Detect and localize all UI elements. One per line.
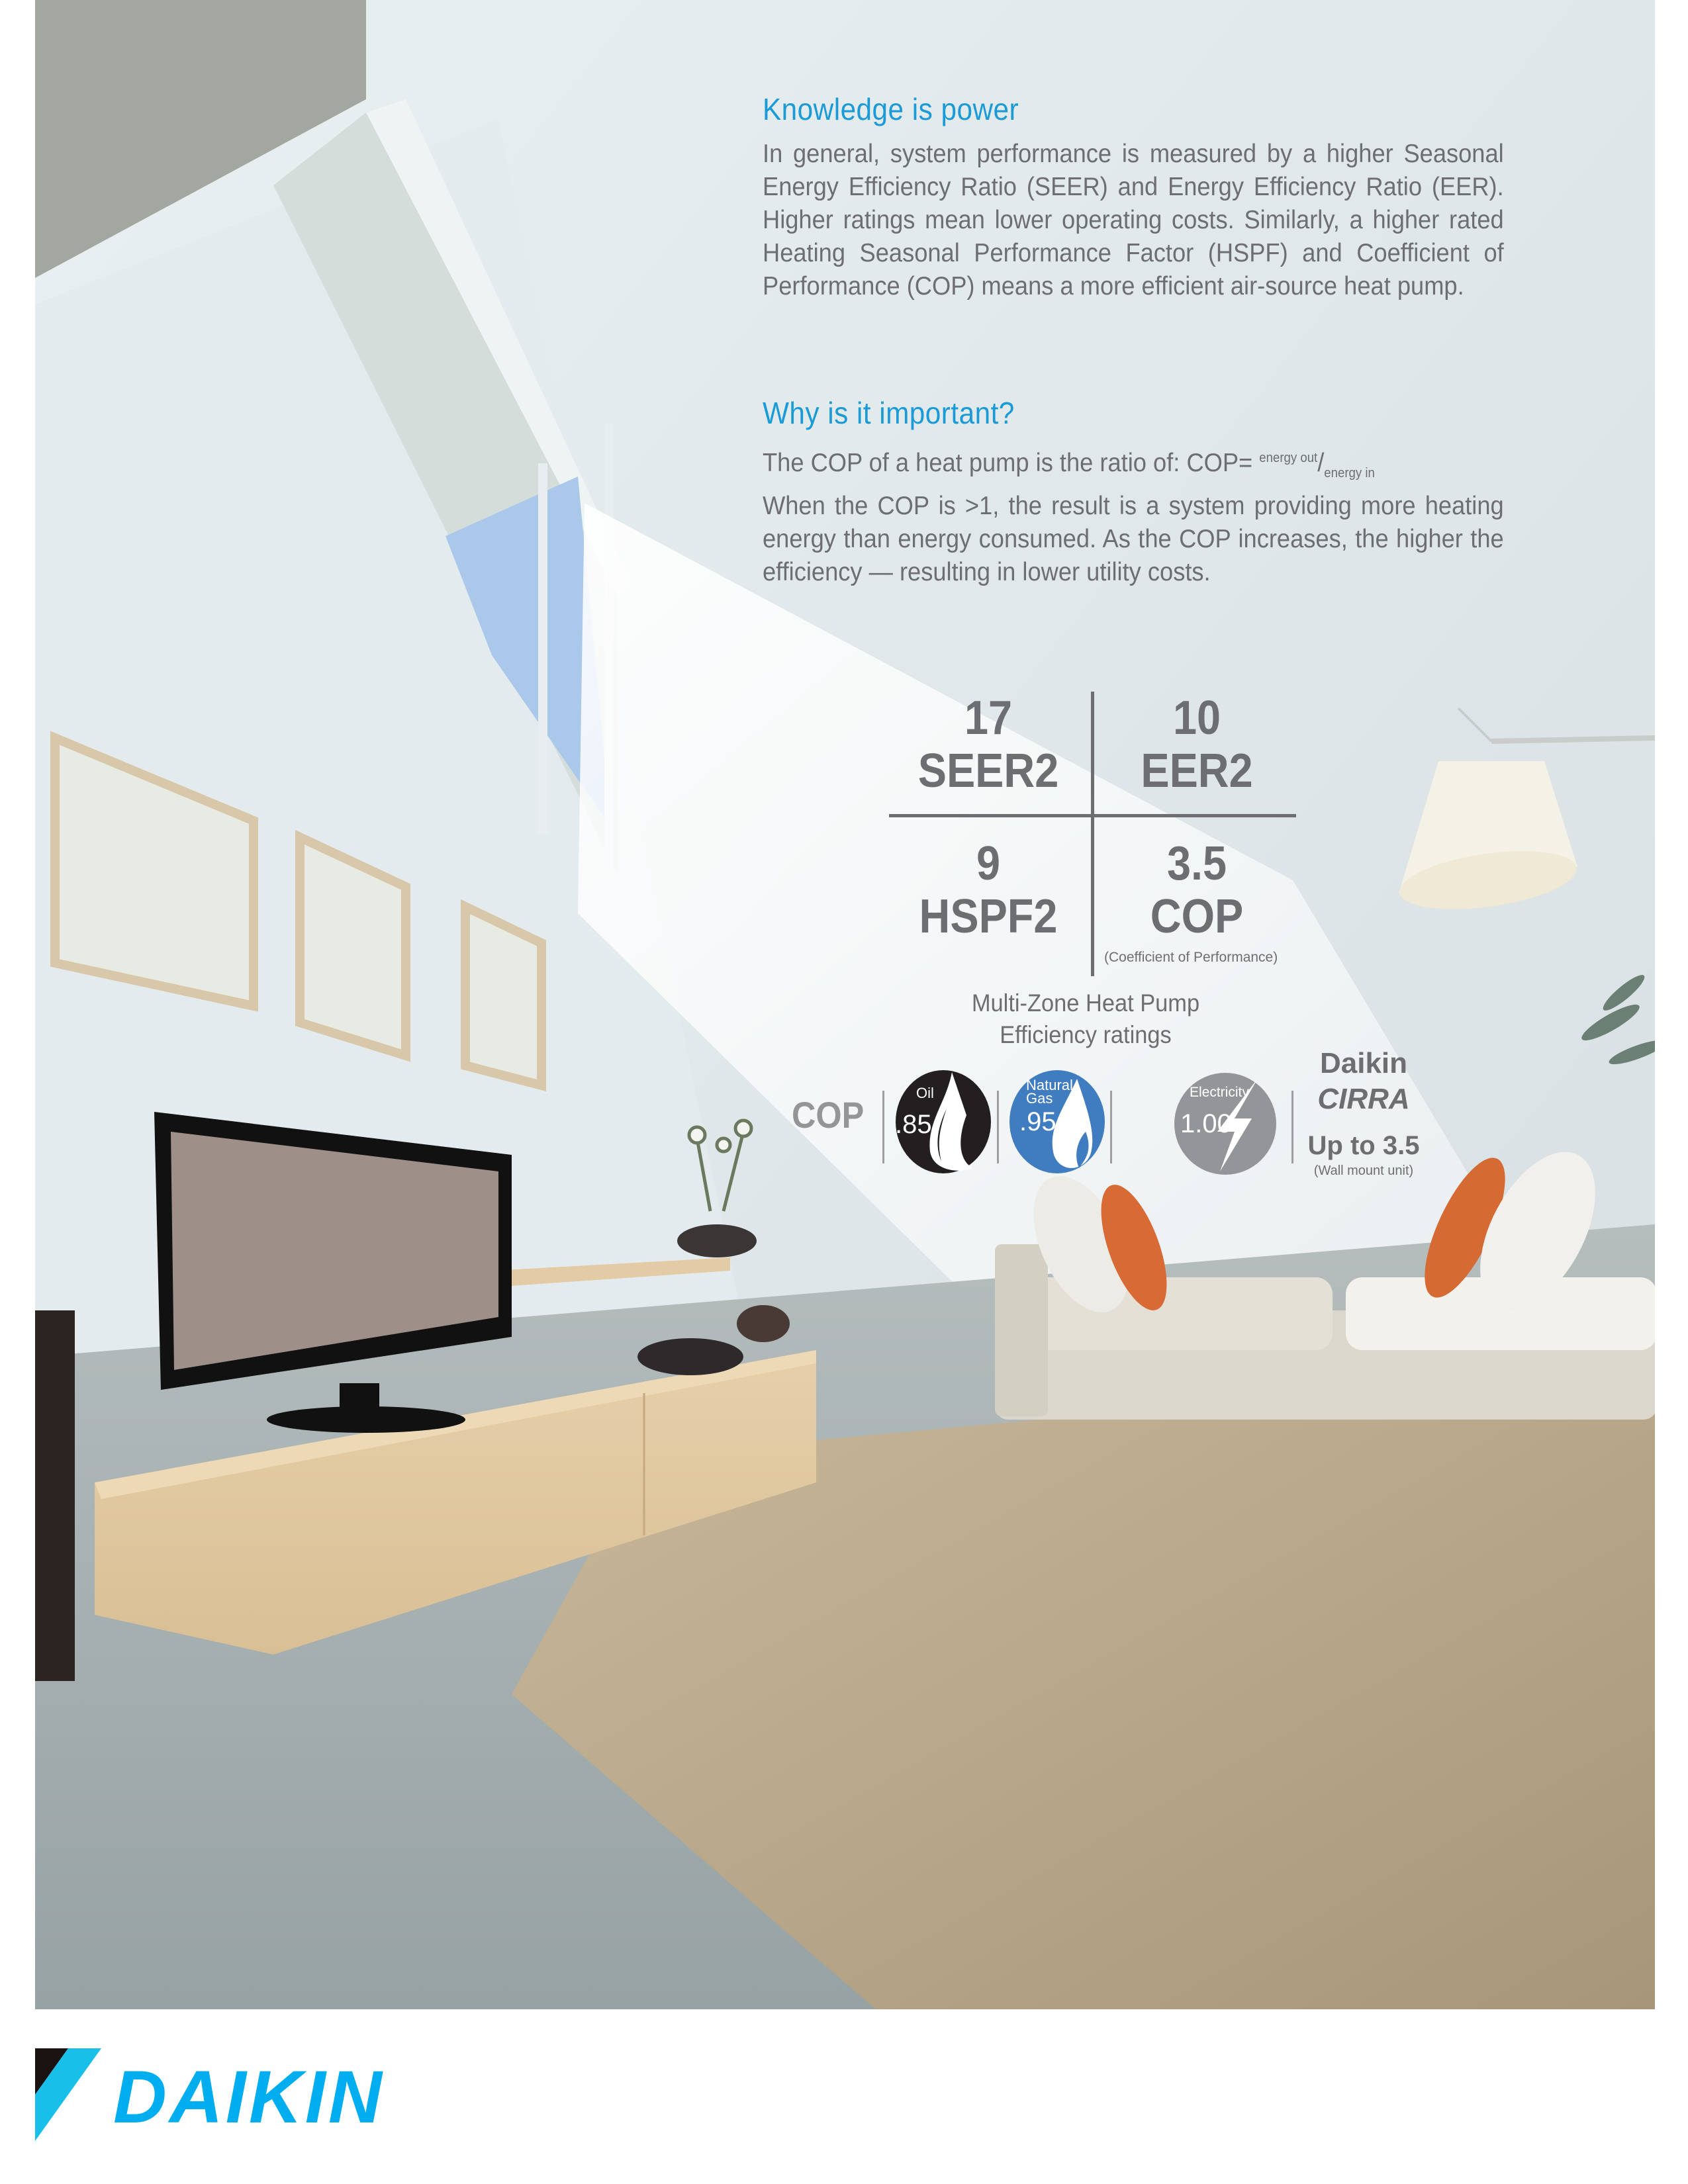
formula-slash: /	[1317, 449, 1325, 477]
separator	[1291, 1091, 1293, 1163]
grid-vertical-divider	[1091, 692, 1094, 976]
rating-label: COP	[1150, 890, 1244, 943]
fuel-electricity	[1174, 1072, 1277, 1175]
rating-value: 9	[976, 837, 1001, 890]
importance-section	[763, 395, 1504, 589]
rating-eer2	[1098, 692, 1296, 797]
multizone-caption	[938, 987, 1233, 1051]
product-model: CIRRA	[1317, 1083, 1410, 1115]
importance-body: When the COP is >1, the result is a system providing more heating energy than energy consumed. As the COP increases, the higher the efficiency — resulting in lower utility costs.	[763, 491, 1504, 586]
separator	[1110, 1091, 1112, 1163]
product-brand: Daikin	[1319, 1047, 1408, 1079]
rating-label: HSPF2	[919, 890, 1058, 943]
fuel-natural-gas	[1008, 1069, 1107, 1175]
rating-value: 3.5	[1166, 837, 1227, 890]
fuel-oil	[894, 1069, 993, 1175]
product-note: (Wall mount unit)	[1313, 1163, 1414, 1178]
fuel-name-line2: Gas	[1026, 1090, 1053, 1107]
formula-numerator: energy out	[1259, 451, 1318, 465]
cop-compare-label: COP	[792, 1094, 865, 1136]
fuel-name: Electricity	[1190, 1085, 1249, 1100]
fuel-cop-value: 1.00	[1180, 1109, 1232, 1138]
knowledge-section	[763, 91, 1504, 303]
cop-formula-line	[763, 441, 1504, 490]
fuel-name: Oil	[916, 1085, 934, 1101]
product-cop-rating: Up to 3.5	[1307, 1131, 1420, 1160]
rating-cop	[1098, 837, 1296, 943]
daikin-logo-mark	[35, 2048, 485, 2144]
rating-hspf2	[889, 837, 1088, 943]
separator	[882, 1091, 884, 1163]
fuel-cop-value: .95	[1019, 1107, 1056, 1136]
daikin-logo	[35, 2048, 485, 2148]
fuel-cop-value: .85	[895, 1110, 932, 1139]
fuel-name-line1: Natural	[1026, 1077, 1073, 1093]
multizone-line2: Efficiency ratings	[1000, 1021, 1172, 1048]
rating-label: EER2	[1141, 745, 1253, 797]
rating-seer2	[889, 692, 1088, 797]
knowledge-body: In general, system performance is measured by a higher Seasonal Energy Efficiency Ratio (SEER) and Energy Efficiency Ratio (EER). Higher ratings mean lower operating costs. Similarly, a higher rated Heating Seasonal Performance Factor (HSPF) and Coefficient of Performance (COP) means a more efficient air-source heat pump.	[763, 140, 1504, 300]
rating-value: 17	[964, 692, 1013, 745]
separator	[997, 1091, 999, 1163]
svg-text:DAIKIN: DAIKIN	[113, 2056, 385, 2138]
formula-lead: The COP of a heat pump is the ratio of: COP=	[763, 449, 1260, 477]
cop-note: (Coefficient of Performance)	[1104, 950, 1278, 965]
importance-heading: Why is it important?	[763, 396, 1015, 430]
multizone-line1: Multi-Zone Heat Pump	[971, 989, 1200, 1017]
rating-value: 10	[1172, 692, 1221, 745]
knowledge-heading: Knowledge is power	[763, 92, 1019, 126]
grid-horizontal-divider	[889, 814, 1296, 817]
rating-label: SEER2	[917, 745, 1059, 797]
formula-denominator: energy in	[1324, 465, 1375, 480]
ratings-grid	[889, 692, 1296, 970]
daikin-cirra-rating	[1297, 1046, 1430, 1179]
